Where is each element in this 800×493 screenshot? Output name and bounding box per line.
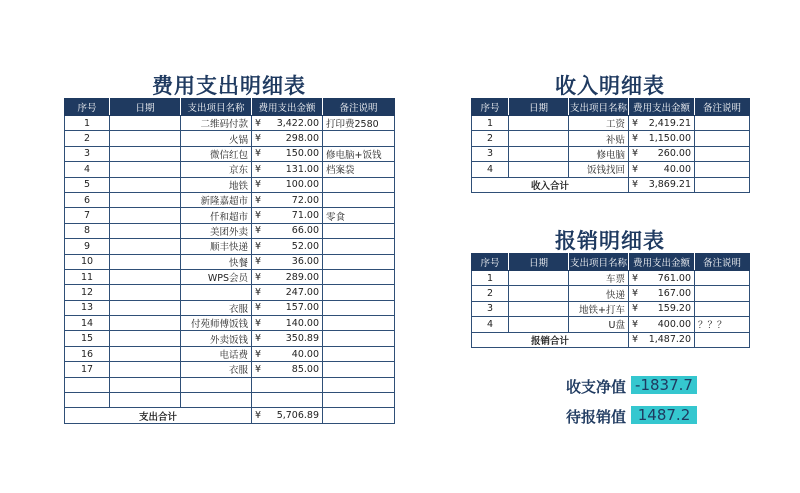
income-total-note xyxy=(695,177,750,192)
income-row-amount-cell xyxy=(629,116,695,131)
reimburse-row-item: 快递 xyxy=(569,286,629,301)
income-header-cell: 支出项目名称 xyxy=(569,99,629,116)
currency-symbol: ¥ xyxy=(255,410,262,422)
expense-row xyxy=(65,116,395,131)
expense-row-number: 7 xyxy=(65,208,110,223)
currency-symbol: ¥ xyxy=(632,148,639,160)
expense-row-item: 火锅 xyxy=(181,131,252,146)
reimburse-table xyxy=(471,253,750,348)
expense-row-amount-cell xyxy=(252,254,323,269)
expense-row-amount: 52.00 xyxy=(291,240,319,252)
income-row-amount: 40.00 xyxy=(663,163,691,175)
expense-row-date xyxy=(110,300,181,315)
reimburse-title: 报销明细表 xyxy=(555,229,665,253)
expense-row-amount: 100.00 xyxy=(285,179,319,191)
expense-row-item: WPS会员 xyxy=(181,269,252,284)
currency-symbol: ¥ xyxy=(255,240,262,252)
income-row-date xyxy=(509,146,569,161)
expense-row-item: 快餐 xyxy=(181,254,252,269)
reimburse-header-cell: 备注说明 xyxy=(695,254,750,271)
expense-row xyxy=(65,223,395,238)
expense-row-amount-wrap xyxy=(255,195,319,206)
currency-symbol: ¥ xyxy=(632,117,639,129)
expense-table xyxy=(64,98,395,424)
reimburse-row-amount: 167.00 xyxy=(657,288,691,300)
income-row xyxy=(472,116,750,131)
expense-row-date xyxy=(110,254,181,269)
income-row-amount-cell xyxy=(629,131,695,146)
income-row-amount-wrap xyxy=(632,148,691,159)
income-row-number: 2 xyxy=(472,131,509,146)
reimburse-row-amount-cell xyxy=(629,271,695,286)
expense-blank-cell xyxy=(323,393,395,408)
expense-row-item: 外卖饭钱 xyxy=(181,331,252,346)
reimburse-header-cell: 日期 xyxy=(509,254,569,271)
expense-row-note xyxy=(323,300,395,315)
income-row-date xyxy=(509,162,569,177)
income-row-item: 饭钱找回 xyxy=(569,162,629,177)
expense-row-number: 13 xyxy=(65,300,110,315)
expense-row-amount-cell xyxy=(252,346,323,361)
expense-row-amount-wrap xyxy=(255,179,319,190)
expense-row-amount: 289.00 xyxy=(285,271,319,283)
income-row-number: 1 xyxy=(472,116,509,131)
expense-row xyxy=(65,331,395,346)
income-total-label: 收入合计 xyxy=(472,177,629,192)
currency-symbol: ¥ xyxy=(255,148,262,160)
expense-row-amount-cell xyxy=(252,131,323,146)
expense-row-note xyxy=(323,316,395,331)
reimburse-row-amount: 761.00 xyxy=(657,272,691,284)
expense-row-number: 8 xyxy=(65,223,110,238)
expense-row-amount-cell xyxy=(252,192,323,207)
expense-row-item: 仟和超市 xyxy=(181,208,252,223)
expense-row-date xyxy=(110,362,181,377)
expense-row xyxy=(65,269,395,284)
income-total-amount-cell xyxy=(629,177,695,192)
reimburse-row-note xyxy=(695,271,750,286)
income-total-amount-wrap xyxy=(632,179,691,190)
income-row-amount-cell xyxy=(629,162,695,177)
expense-row-number: 3 xyxy=(65,146,110,161)
income-row-amount-wrap xyxy=(632,133,691,144)
expense-row-note xyxy=(323,269,395,284)
expense-total-note xyxy=(323,408,395,423)
reimburse-row xyxy=(472,286,750,301)
expense-row-amount: 85.00 xyxy=(291,363,319,375)
expense-row-amount-cell xyxy=(252,362,323,377)
expense-row-date xyxy=(110,269,181,284)
reimburse-row-amount-wrap xyxy=(632,303,691,314)
income-row-number: 3 xyxy=(472,146,509,161)
income-row-amount: 260.00 xyxy=(657,148,691,160)
expense-row xyxy=(65,208,395,223)
expense-row-note: 修电脑+饭钱 xyxy=(323,146,395,161)
currency-symbol: ¥ xyxy=(255,256,262,268)
reimburse-row-note: ？？？ xyxy=(695,317,750,332)
currency-symbol: ¥ xyxy=(632,303,639,315)
reimburse-header-cell: 费用支出金额 xyxy=(629,254,695,271)
expense-row-number: 6 xyxy=(65,192,110,207)
reimburse-row-number: 4 xyxy=(472,317,509,332)
expense-row-number: 1 xyxy=(65,116,110,131)
net-value-label: 收支净值 xyxy=(566,378,627,396)
expense-row xyxy=(65,131,395,146)
income-title: 收入明细表 xyxy=(555,74,665,98)
reimburse-total-label: 报销合计 xyxy=(472,332,629,347)
expense-row-amount: 66.00 xyxy=(291,225,319,237)
reimburse-row-item: 车票 xyxy=(569,271,629,286)
expense-header-cell: 费用支出金额 xyxy=(252,99,323,116)
expense-row-amount-wrap xyxy=(255,256,319,267)
expense-row-amount-wrap xyxy=(255,164,319,175)
expense-row-amount-cell xyxy=(252,285,323,300)
expense-row-amount: 157.00 xyxy=(285,302,319,314)
income-row-amount-wrap xyxy=(632,164,691,175)
currency-symbol: ¥ xyxy=(632,179,639,191)
expense-row-item: 美团外卖 xyxy=(181,223,252,238)
reimburse-row-item: U盘 xyxy=(569,317,629,332)
expense-row-amount-wrap xyxy=(255,364,319,375)
reimburse-total-amount: 1,487.20 xyxy=(648,334,691,346)
expense-row-amount-cell xyxy=(252,116,323,131)
expense-row-date xyxy=(110,146,181,161)
expense-row-item: 微信红包 xyxy=(181,146,252,161)
pending-reimbursement-label: 待报销值 xyxy=(566,408,627,426)
currency-symbol: ¥ xyxy=(632,272,639,284)
expense-row-item: 二维码付款 xyxy=(181,116,252,131)
reimburse-row-amount-wrap xyxy=(632,288,691,299)
expense-blank-cell xyxy=(65,393,110,408)
expense-row-number: 10 xyxy=(65,254,110,269)
income-row xyxy=(472,162,750,177)
expense-row xyxy=(65,316,395,331)
expense-title: 费用支出明细表 xyxy=(152,74,306,98)
net-value: -1837.7 xyxy=(631,376,697,394)
income-total-amount: 3,869.21 xyxy=(648,179,691,191)
expense-header-cell: 备注说明 xyxy=(323,99,395,116)
income-header-cell: 序号 xyxy=(472,99,509,116)
income-row-item: 工资 xyxy=(569,116,629,131)
expense-header-cell: 支出项目名称 xyxy=(181,99,252,116)
expense-row-number: 17 xyxy=(65,362,110,377)
expense-row-date xyxy=(110,285,181,300)
expense-row-item: 地铁 xyxy=(181,177,252,192)
expense-row-note xyxy=(323,239,395,254)
expense-row-amount-cell xyxy=(252,208,323,223)
expense-row-item: 新隆嘉超市 xyxy=(181,192,252,207)
income-row-amount: 1,150.00 xyxy=(648,133,691,145)
expense-blank-cell xyxy=(110,393,181,408)
expense-row-date xyxy=(110,346,181,361)
expense-header-cell: 日期 xyxy=(110,99,181,116)
expense-row-number: 15 xyxy=(65,331,110,346)
expense-row-amount-cell xyxy=(252,239,323,254)
expense-blank-cell xyxy=(181,377,252,392)
expense-row-amount: 247.00 xyxy=(285,286,319,298)
expense-total-amount-wrap xyxy=(255,410,319,421)
expense-row-item: 衣服 xyxy=(181,362,252,377)
currency-symbol: ¥ xyxy=(255,271,262,283)
currency-symbol: ¥ xyxy=(632,288,639,300)
currency-symbol: ¥ xyxy=(255,117,262,129)
expense-row-item: 京东 xyxy=(181,162,252,177)
reimburse-row-number: 2 xyxy=(472,286,509,301)
expense-row-number: 5 xyxy=(65,177,110,192)
income-row-note xyxy=(695,116,750,131)
income-total-row xyxy=(472,177,750,192)
expense-row-amount-cell xyxy=(252,146,323,161)
expense-total-row xyxy=(65,408,395,423)
expense-blank-row xyxy=(65,393,395,408)
income-row-amount-wrap xyxy=(632,118,691,129)
expense-row xyxy=(65,346,395,361)
expense-row-amount: 36.00 xyxy=(291,256,319,268)
expense-row-date xyxy=(110,331,181,346)
income-header-cell: 日期 xyxy=(509,99,569,116)
expense-row-amount: 140.00 xyxy=(285,317,319,329)
income-row-item: 修电脑 xyxy=(569,146,629,161)
expense-row xyxy=(65,192,395,207)
expense-row-note: 零食 xyxy=(323,208,395,223)
expense-row-number: 4 xyxy=(65,162,110,177)
expense-row-date xyxy=(110,177,181,192)
income-row-number: 4 xyxy=(472,162,509,177)
income-header-cell: 费用支出金额 xyxy=(629,99,695,116)
expense-row-amount-wrap xyxy=(255,272,319,283)
currency-symbol: ¥ xyxy=(255,225,262,237)
expense-row-amount: 40.00 xyxy=(291,348,319,360)
reimburse-row-amount: 159.20 xyxy=(657,303,691,315)
expense-row-date xyxy=(110,208,181,223)
expense-row-amount-wrap xyxy=(255,118,319,129)
income-row-amount: 2,419.21 xyxy=(648,117,691,129)
reimburse-total-note xyxy=(695,332,750,347)
expense-row-amount-wrap xyxy=(255,241,319,252)
reimburse-row xyxy=(472,301,750,316)
reimburse-header-row xyxy=(472,254,750,271)
reimburse-row xyxy=(472,271,750,286)
currency-symbol: ¥ xyxy=(632,163,639,175)
expense-row-amount-wrap xyxy=(255,225,319,236)
reimburse-total-row xyxy=(472,332,750,347)
income-header-row xyxy=(472,99,750,116)
expense-row-amount-wrap xyxy=(255,333,319,344)
expense-row-amount-wrap xyxy=(255,349,319,360)
expense-row xyxy=(65,254,395,269)
expense-total-amount-cell xyxy=(252,408,323,423)
expense-row-amount-wrap xyxy=(255,148,319,159)
reimburse-row-number: 1 xyxy=(472,271,509,286)
expense-row-note xyxy=(323,331,395,346)
reimburse-total-amount-cell xyxy=(629,332,695,347)
reimburse-row-amount: 400.00 xyxy=(657,318,691,330)
expense-row xyxy=(65,300,395,315)
reimburse-row-amount-cell xyxy=(629,286,695,301)
expense-row-amount: 72.00 xyxy=(291,194,319,206)
reimburse-header-cell: 序号 xyxy=(472,254,509,271)
currency-symbol: ¥ xyxy=(255,179,262,191)
income-row-date xyxy=(509,131,569,146)
currency-symbol: ¥ xyxy=(255,133,262,145)
income-row xyxy=(472,131,750,146)
expense-row-amount-cell xyxy=(252,162,323,177)
expense-row-amount-cell xyxy=(252,177,323,192)
expense-row-date xyxy=(110,131,181,146)
expense-row-item xyxy=(181,285,252,300)
reimburse-row-note xyxy=(695,301,750,316)
expense-row-note: 打印费2580 xyxy=(323,116,395,131)
expense-total-label: 支出合计 xyxy=(65,408,252,423)
expense-row-amount-cell xyxy=(252,331,323,346)
income-row-date xyxy=(509,116,569,131)
expense-row-amount-wrap xyxy=(255,302,319,313)
income-row-amount-cell xyxy=(629,146,695,161)
expense-row-item: 付苑师傅饭钱 xyxy=(181,316,252,331)
income-header-cell: 备注说明 xyxy=(695,99,750,116)
currency-symbol: ¥ xyxy=(632,334,639,346)
expense-row-date xyxy=(110,192,181,207)
reimburse-row-amount-wrap xyxy=(632,273,691,284)
expense-row xyxy=(65,362,395,377)
expense-blank-cell xyxy=(323,377,395,392)
expense-row-number: 2 xyxy=(65,131,110,146)
expense-row-date xyxy=(110,162,181,177)
currency-symbol: ¥ xyxy=(255,363,262,375)
reimburse-row-date xyxy=(509,286,569,301)
reimburse-row-amount-cell xyxy=(629,317,695,332)
income-row-note xyxy=(695,162,750,177)
currency-symbol: ¥ xyxy=(632,318,639,330)
expense-row-amount: 71.00 xyxy=(291,210,319,222)
expense-total-amount: 5,706.89 xyxy=(276,410,319,422)
expense-row-amount-cell xyxy=(252,223,323,238)
expense-row-amount-wrap xyxy=(255,318,319,329)
expense-row-date xyxy=(110,316,181,331)
expense-row-item: 电话费 xyxy=(181,346,252,361)
income-row-note xyxy=(695,146,750,161)
expense-row-date xyxy=(110,223,181,238)
expense-blank-cell xyxy=(252,393,323,408)
expense-row-number: 16 xyxy=(65,346,110,361)
currency-symbol: ¥ xyxy=(255,333,262,345)
expense-row-note xyxy=(323,192,395,207)
reimburse-total-amount-wrap xyxy=(632,334,691,345)
expense-blank-cell xyxy=(65,377,110,392)
currency-symbol: ¥ xyxy=(255,163,262,175)
expense-row-date xyxy=(110,239,181,254)
expense-row-amount: 298.00 xyxy=(285,133,319,145)
reimburse-row-note xyxy=(695,286,750,301)
expense-row-number: 12 xyxy=(65,285,110,300)
expense-row-amount-cell xyxy=(252,300,323,315)
currency-symbol: ¥ xyxy=(255,348,262,360)
expense-row-amount-cell xyxy=(252,269,323,284)
expense-row-note xyxy=(323,254,395,269)
expense-row xyxy=(65,239,395,254)
expense-row xyxy=(65,146,395,161)
currency-symbol: ¥ xyxy=(255,286,262,298)
expense-row xyxy=(65,177,395,192)
currency-symbol: ¥ xyxy=(255,194,262,206)
expense-blank-cell xyxy=(181,393,252,408)
expense-row-amount-cell xyxy=(252,316,323,331)
expense-row xyxy=(65,162,395,177)
reimburse-row-date xyxy=(509,271,569,286)
currency-symbol: ¥ xyxy=(632,133,639,145)
expense-row-amount-wrap xyxy=(255,133,319,144)
expense-row-note xyxy=(323,346,395,361)
reimburse-row-date xyxy=(509,317,569,332)
income-row-note xyxy=(695,131,750,146)
reimburse-row-item: 地铁+打车 xyxy=(569,301,629,316)
expense-row-amount: 350.89 xyxy=(285,333,319,345)
expense-row-item: 顺丰快递 xyxy=(181,239,252,254)
expense-row xyxy=(65,285,395,300)
expense-blank-cell xyxy=(110,377,181,392)
expense-row-date xyxy=(110,116,181,131)
expense-header-row xyxy=(65,99,395,116)
expense-row-note xyxy=(323,131,395,146)
expense-header-cell: 序号 xyxy=(65,99,110,116)
reimburse-header-cell: 支出项目名称 xyxy=(569,254,629,271)
expense-blank-cell xyxy=(252,377,323,392)
reimburse-row-number: 3 xyxy=(472,301,509,316)
expense-row-note xyxy=(323,362,395,377)
expense-row-note xyxy=(323,177,395,192)
expense-row-item: 衣服 xyxy=(181,300,252,315)
expense-row-number: 11 xyxy=(65,269,110,284)
currency-symbol: ¥ xyxy=(255,317,262,329)
expense-row-amount: 150.00 xyxy=(285,148,319,160)
expense-row-note xyxy=(323,285,395,300)
expense-row-amount-wrap xyxy=(255,287,319,298)
currency-symbol: ¥ xyxy=(255,302,262,314)
reimburse-row xyxy=(472,317,750,332)
expense-row-note xyxy=(323,223,395,238)
income-row-item: 补贴 xyxy=(569,131,629,146)
currency-symbol: ¥ xyxy=(255,210,262,222)
reimburse-row-amount-wrap xyxy=(632,319,691,330)
expense-row-note: 档案袋 xyxy=(323,162,395,177)
expense-row-number: 14 xyxy=(65,316,110,331)
income-table xyxy=(471,98,750,193)
expense-blank-row xyxy=(65,377,395,392)
expense-row-amount-wrap xyxy=(255,210,319,221)
income-row xyxy=(472,146,750,161)
expense-row-amount: 131.00 xyxy=(285,163,319,175)
expense-row-number: 9 xyxy=(65,239,110,254)
pending-reimbursement-value: 1487.2 xyxy=(631,406,697,424)
reimburse-row-amount-cell xyxy=(629,301,695,316)
reimburse-row-date xyxy=(509,301,569,316)
expense-row-amount: 3,422.00 xyxy=(276,117,319,129)
